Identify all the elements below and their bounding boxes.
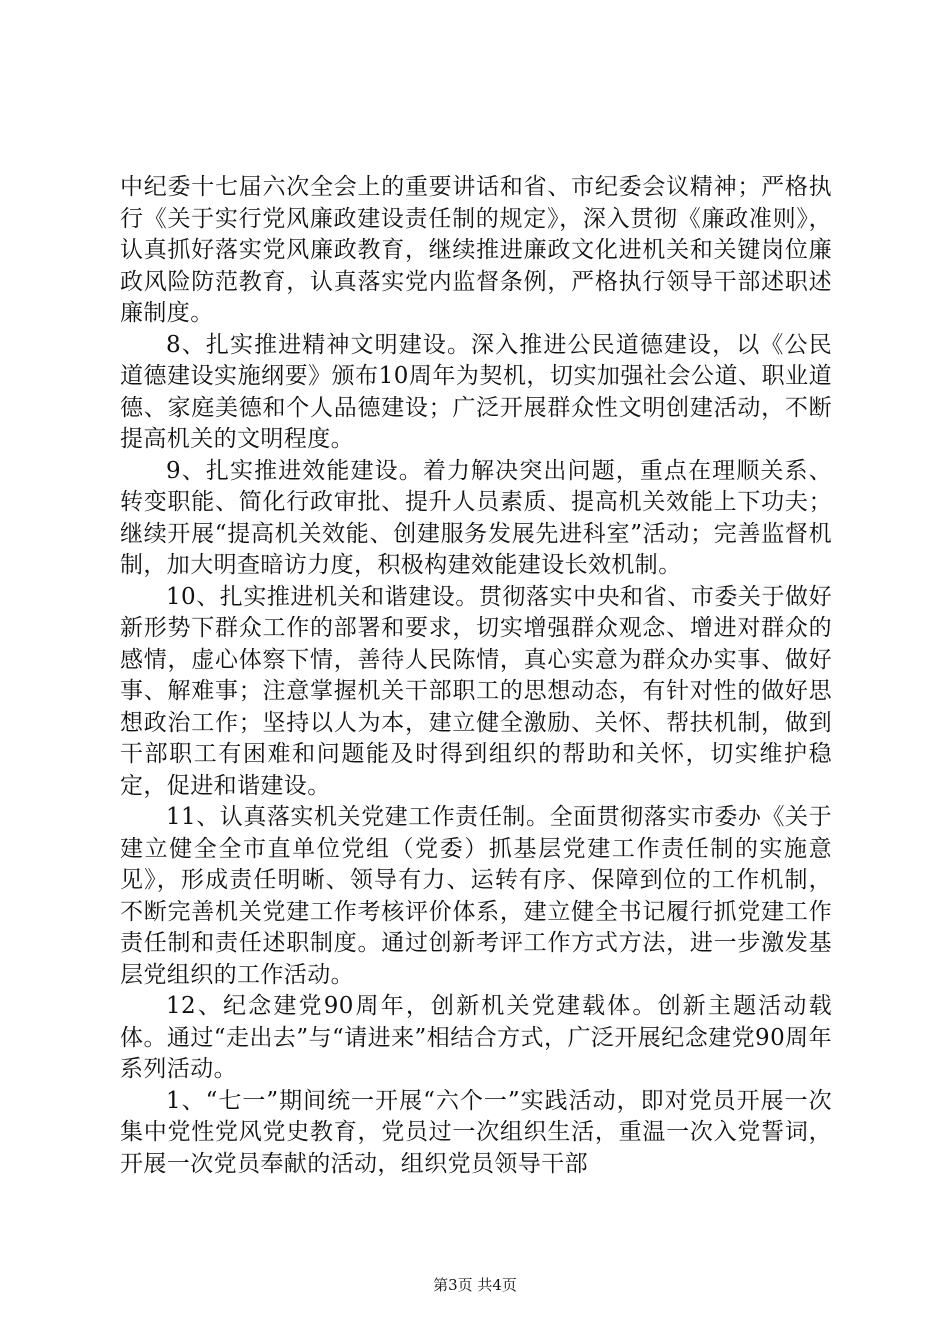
paragraph-5: 11、认真落实机关党建工作责任制。全面贯彻落实市委办《关于建立健全全市直单位党组（党委）抓基层党建工作责任制的实施意见》，形成责任明晰、领导有力、运转有序、保障到位的工作机制，不断完善机关党建工作考核评价体系，建立健全书记履行抓党建工作责任制和责任述职制度。通过创新考评工作方式方法，进一步激发基层党组织的工作活动。 [120, 804, 832, 988]
paragraph-7: 1、“七一”期间统一开展“六个一”实践活动，即对党员开展一次集中党性党风党史教育，党员过一次组织生活，重温一次入党誓词，开展一次党员奉献的活动，组织党员领导干部 [120, 1087, 832, 1177]
page-footer: 第3页 共4页 [433, 1276, 517, 1294]
paragraph-2: 8、扎实推进精神文明建设。深入推进公民道德建设，以《公民道德建设实施纲要》颁布10周年为契机，切实加强社会公道、职业道德、家庭美德和个人品德建设；广泛开展群众性文明创建活动，不断提高机关的文明程度。 [120, 331, 832, 452]
paragraph-6: 12、纪念建党90周年，创新机关党建载体。创新主题活动载体。通过“走出去”与“请进来”相结合方式，广泛开展纪念建党90周年系列活动。 [120, 993, 832, 1082]
paragraph-3: 9、扎实推进效能建设。着力解决突出问题，重点在理顺关系、转变职能、简化行政审批、提升人员素质、提高机关效能上下功夫；继续开展“提高机关效能、创建服务发展先进科室”活动；完善监督机制，加大明查暗访力度，积极构建效能建设长效机制。 [120, 457, 832, 578]
paragraph-4: 10、扎实推进机关和谐建设。贯彻落实中央和省、市委关于做好新形势下群众工作的部署和要求，切实增强群众观念、增进对群众的感情，虚心体察下情，善待人民陈情，真心实意为群众办实事、做好事、解难事；注意掌握机关干部职工的思想动态，有针对性的做好思想政治工作；坚持以人为本，建立健全激励、关怀、帮扶机制，做到干部职工有困难和问题能及时得到组织的帮助和关怀，切实维护稳定，促进和谐建设。 [120, 583, 832, 799]
document-body [120, 172, 832, 1180]
paragraph-1: 中纪委十七届六次全会上的重要讲话和省、市纪委会议精神；严格执行《关于实行党风廉政建设责任制的规定》，深入贯彻《廉政准则》，认真抓好落实党风廉政教育，继续推进廉政文化进机关和关键岗位廉政风险防范教育，认真落实党内监督条例，严格执行领导干部述职述廉制度。 [120, 174, 832, 326]
